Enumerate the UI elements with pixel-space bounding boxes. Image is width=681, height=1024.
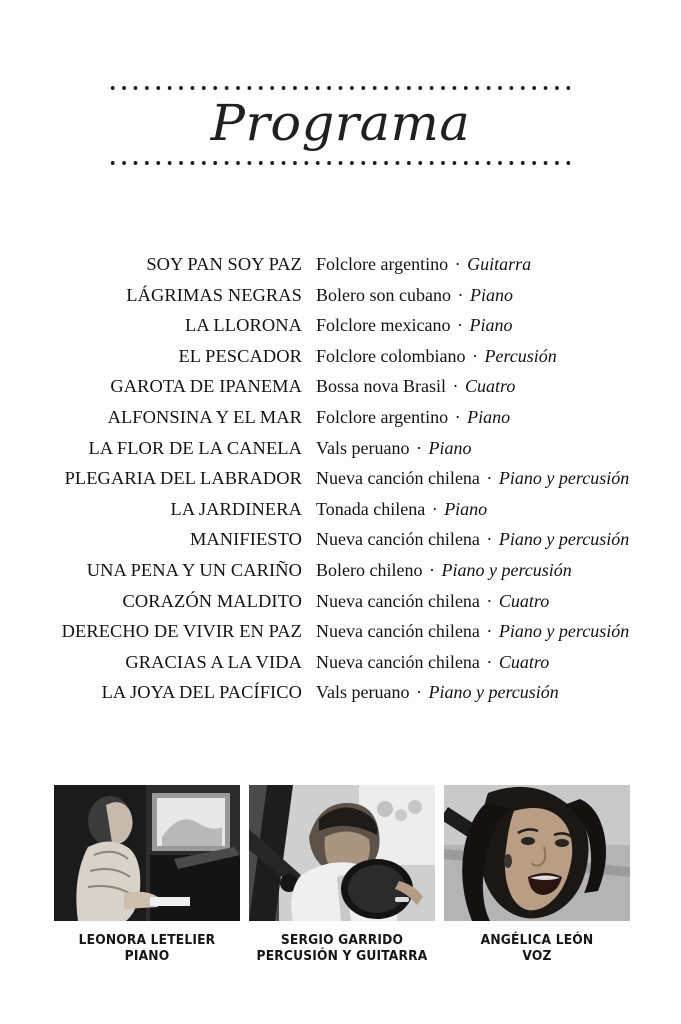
- song-description: [316, 408, 510, 426]
- song-separator: ·: [481, 529, 497, 550]
- song-description: [316, 622, 629, 640]
- song-genre: Folclore argentino: [316, 254, 449, 274]
- program-song-row: [0, 439, 681, 470]
- song-description: [316, 316, 512, 334]
- song-genre: Nueva canción chilena: [316, 621, 480, 642]
- song-instrument: Piano: [428, 437, 472, 458]
- song-genre: Nueva canción chilena: [316, 651, 480, 672]
- song-genre: Tonada chilena: [316, 498, 426, 519]
- song-instrument: Piano y percusión: [428, 682, 559, 703]
- photo-percussionist-with-drum: [249, 785, 435, 921]
- program-song-row: [0, 316, 681, 347]
- program-song-row: [0, 592, 681, 623]
- song-separator: ·: [450, 406, 466, 427]
- program-song-row: [0, 622, 681, 653]
- song-description: [316, 500, 487, 518]
- program-song-row: [0, 683, 681, 714]
- performer-card: [249, 785, 435, 965]
- song-separator: ·: [424, 559, 440, 580]
- song-separator: ·: [411, 682, 427, 703]
- song-separator: ·: [452, 284, 468, 305]
- song-instrument: Percusión: [484, 345, 557, 366]
- song-instrument: Cuatro: [465, 376, 516, 397]
- song-separator: ·: [481, 651, 497, 672]
- song-genre: Folclore argentino: [316, 406, 449, 427]
- song-instrument: Piano y percusión: [441, 559, 572, 580]
- song-genre: Nueva canción chilena: [316, 529, 480, 550]
- song-separator: ·: [452, 315, 468, 336]
- program-song-row: [0, 500, 681, 531]
- performer-caption: [451, 933, 624, 965]
- song-separator: ·: [481, 590, 497, 611]
- photo-singer-portrait: [444, 785, 630, 921]
- program-song-row: [0, 469, 681, 500]
- song-instrument: Guitarra: [467, 254, 532, 274]
- song-instrument: Piano y percusión: [498, 621, 630, 642]
- song-description: [316, 561, 572, 579]
- performer-card: [54, 785, 240, 965]
- song-title: LÁGRIMAS NEGRAS: [126, 284, 302, 305]
- song-separator: ·: [450, 254, 466, 274]
- song-instrument: Piano: [444, 498, 488, 519]
- song-description: [316, 255, 531, 273]
- song-description: [316, 439, 471, 457]
- song-separator: ·: [411, 437, 427, 458]
- song-title: EL PESCADOR: [178, 345, 302, 366]
- song-description: [316, 286, 513, 304]
- song-title: DERECHO DE VIVIR EN PAZ: [61, 621, 302, 642]
- song-title: SOY PAN SOY PAZ: [146, 254, 302, 274]
- performer-gallery: [54, 785, 630, 965]
- program-song-row: [0, 408, 681, 439]
- performer-role: VOZ: [522, 949, 552, 964]
- performer-name: SERGIO GARRIDO: [280, 933, 404, 948]
- performer-name: ANGÉLICA LEÓN: [480, 933, 594, 948]
- photo-pianist-at-grand-piano: [54, 785, 240, 921]
- song-genre: Nueva canción chilena: [316, 590, 480, 611]
- program-song-row: [0, 653, 681, 684]
- song-title: CORAZÓN MALDITO: [122, 590, 302, 611]
- song-instrument: Piano: [469, 284, 513, 305]
- page-title: Programa: [210, 94, 471, 152]
- song-title: LA FLOR DE LA CANELA: [88, 437, 302, 458]
- song-description: [316, 347, 557, 365]
- performer-caption: [61, 933, 234, 965]
- song-separator: ·: [448, 376, 463, 397]
- song-instrument: Piano y percusión: [498, 529, 630, 550]
- song-title: LA JOYA DEL PACÍFICO: [101, 682, 302, 703]
- song-instrument: Piano: [469, 315, 513, 336]
- song-instrument: Cuatro: [498, 651, 550, 672]
- song-genre: Folclore colombiano: [316, 345, 466, 366]
- performer-name: LEONORA LETELIER: [78, 933, 216, 948]
- song-description: [316, 530, 629, 548]
- song-title: LA LLORONA: [185, 315, 302, 336]
- song-title: PLEGARIA DEL LABRADOR: [64, 468, 302, 489]
- song-title: GAROTA DE IPANEMA: [110, 376, 302, 397]
- song-separator: ·: [481, 468, 497, 489]
- song-separator: ·: [481, 621, 497, 642]
- performer-role: PERCUSIÓN Y GUITARRA: [256, 949, 428, 964]
- performer-caption: [256, 933, 429, 965]
- song-instrument: Cuatro: [498, 590, 550, 611]
- song-instrument: Piano y percusión: [498, 468, 630, 489]
- song-description: [316, 377, 515, 395]
- performer-card: [444, 785, 630, 965]
- song-description: [316, 469, 629, 487]
- song-description: [316, 683, 559, 701]
- song-description: [316, 592, 549, 610]
- program-song-row: [0, 347, 681, 378]
- program-song-list: [0, 255, 681, 714]
- song-separator: ·: [467, 345, 483, 366]
- program-header: [0, 86, 681, 165]
- program-song-row: [0, 286, 681, 317]
- song-genre: Vals peruano: [316, 682, 410, 703]
- song-separator: ·: [427, 498, 443, 519]
- song-title: MANIFIESTO: [189, 529, 302, 550]
- program-song-row: [0, 561, 681, 592]
- song-genre: Bolero son cubano: [316, 284, 451, 305]
- program-song-row: [0, 377, 681, 408]
- program-song-row: [0, 530, 681, 561]
- performer-role: PIANO: [124, 949, 170, 964]
- song-title: UNA PENA Y UN CARIÑO: [86, 559, 302, 580]
- song-genre: Bolero chileno: [316, 559, 423, 580]
- song-description: [316, 653, 549, 671]
- song-genre: Bossa nova Brasil: [316, 376, 446, 397]
- song-genre: Vals peruano: [316, 437, 410, 458]
- song-genre: Nueva canción chilena: [316, 468, 480, 489]
- program-song-row: [0, 255, 681, 286]
- song-instrument: Piano: [467, 406, 511, 427]
- song-title: LA JARDINERA: [170, 498, 302, 519]
- dotted-rule-bottom: [107, 161, 575, 165]
- song-title: GRACIAS A LA VIDA: [125, 651, 302, 672]
- song-title: ALFONSINA Y EL MAR: [107, 406, 302, 427]
- song-genre: Folclore mexicano: [316, 315, 451, 336]
